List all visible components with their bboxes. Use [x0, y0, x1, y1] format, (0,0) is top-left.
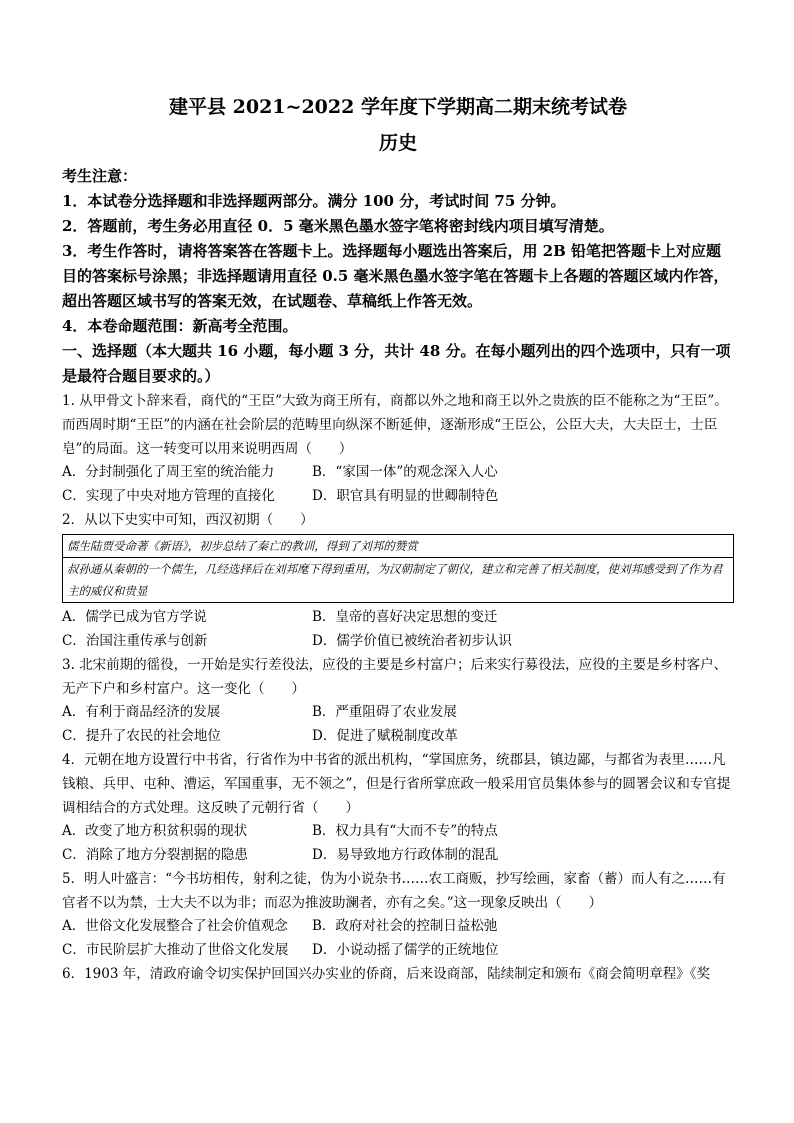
- question-5-options: [62, 915, 734, 962]
- option-b: B．政府对社会的控制日益松弛: [312, 918, 498, 934]
- source-row: 叔孙通从秦朝的一个儒生，几经选择后在刘邦麾下得到重用，为汉朝制定了朝仪，建立和完善了相关制度，使刘邦感受到了作为君主的威仪和贵显: [63, 557, 733, 602]
- question-2-source-table: [62, 534, 734, 603]
- option-c: C．市民阶层扩大推动了世俗文化发展: [62, 941, 289, 958]
- notice-item-2: 2．答题前，考生务必用直径 0．5 毫米黑色墨水签字笔将密封线内项目填写清楚。: [62, 217, 614, 235]
- question-1-stem: 1. 从甲骨文卜辞来看，商代的“王臣”大致为商王所有，商都以外之地和商王以外之贵族的臣不能称之为“王臣”。而西周时期“王臣”的内涵在社会阶层的范畴里向纵深不断延伸，逐渐形成“王臣公，公臣大夫，大夫臣士，士臣皂”的局面。这一转变可以用来说明西周（ ）: [62, 393, 728, 457]
- option-d: D．小说动摇了儒学的正统地位: [312, 941, 499, 958]
- option-d: D．易导致地方行政体制的混乱: [312, 846, 499, 863]
- question-3-stem: 3. 北宋前期的徭役，一开始是实行差役法，应役的主要是乡村富户；后来实行募役法，应役的主要是乡村客户、无产下户和乡村富户。这一变化（ ）: [62, 657, 728, 697]
- exam-title: 建平县 2021~2022 学年度下学期高二期末统考试卷: [169, 96, 627, 118]
- question-5-stem: 5．明人叶盛言：“今书坊相传，射利之徒，伪为小说杂书……农工商贩，抄写绘画，家畜（蓄）而人有之……有官者不以为禁，士大夫不以为非；而忍为推波助澜者，亦有之矣。”这一现象反映出（ ）: [62, 871, 726, 911]
- question-1-options: [62, 461, 734, 508]
- option-d: D．儒学价值已被统治者初步认识: [312, 632, 512, 649]
- exam-page: [62, 92, 734, 986]
- option-c: C．消除了地方分裂割据的隐患: [62, 846, 248, 863]
- option-a: A．改变了地方积贫积弱的现状: [62, 823, 248, 839]
- option-c: C．提升了农民的社会地位: [62, 727, 221, 744]
- option-a: A．世俗文化发展整合了社会价值观念: [62, 918, 288, 934]
- notice-item-1: 1．本试卷分选择题和非选择题两部分。满分 100 分，考试时间 75 分钟。: [62, 192, 566, 210]
- option-a: A．有利于商品经济的发展: [62, 704, 221, 720]
- option-a: A．分封制强化了周王室的统治能力: [62, 464, 275, 480]
- question-2-stem: 2．从以下史实中可知，西汉初期（ ）: [62, 512, 314, 528]
- option-d: D．职官具有明显的世卿制特色: [312, 487, 499, 504]
- notice-heading: 考生注意：: [62, 167, 138, 185]
- source-row: 儒生陆贾受命著《新语》，初步总结了秦亡的教训，得到了刘邦的赞赏: [67, 539, 418, 553]
- option-c: C．治国注重传承与创新: [62, 632, 208, 649]
- option-b: B．皇帝的喜好决定思想的变迁: [312, 609, 498, 625]
- question-4-stem: 4．元朝在地方设置行中书省，行省作为中书省的派出机构，“掌国庶务，统郡县，镇边鄙，与都省为表里……凡钱粮、兵甲、屯种、漕运，军国重事，无不领之”，但是行省所掌庶政一般采用官员集体参与的圆署会议和专官提调相结合的方式处理。这反映了元朝行省（ ）: [62, 752, 731, 816]
- question-2-options: [62, 606, 734, 653]
- question-3-options: [62, 701, 734, 748]
- option-b: B．“家国一体”的观念深入人心: [312, 464, 498, 480]
- option-b: B．权力具有“大而不专”的特点: [312, 823, 498, 839]
- option-a: A．儒学已成为官方学说: [62, 609, 207, 625]
- notice-item-3: 3．考生作答时，请将答案答在答题卡上。选择题每小题选出答案后，用 2B 铅笔把答题卡上对应题目的答案标号涂黑；非选择题请用直径 0.5 毫米黑色墨水签字笔在答题卡上各题的答题区域内作答，超出答题区域书写的答案无效，在试题卷、草稿纸上作答无效。: [62, 242, 729, 310]
- option-c: C．实现了中央对地方管理的直接化: [62, 487, 275, 504]
- question-4-options: [62, 820, 734, 867]
- notice-item-4: 4．本卷命题范围：新高考全范围。: [62, 317, 298, 335]
- option-b: B．严重阻碍了农业发展: [312, 704, 457, 720]
- exam-subject: 历史: [378, 132, 417, 154]
- question-6-stem: 6．1903 年，清政府谕令切实保护回国兴办实业的侨商，后来设商部，陆续制定和颁布《商会简明章程》《奖: [62, 966, 710, 982]
- section-heading: 一、选择题（本大题共 16 小题，每小题 3 分，共计 48 分。在每小题列出的四个选项中，只有一项是最符合题目要求的。）: [62, 342, 731, 385]
- option-d: D．促进了赋税制度改革: [312, 727, 458, 744]
